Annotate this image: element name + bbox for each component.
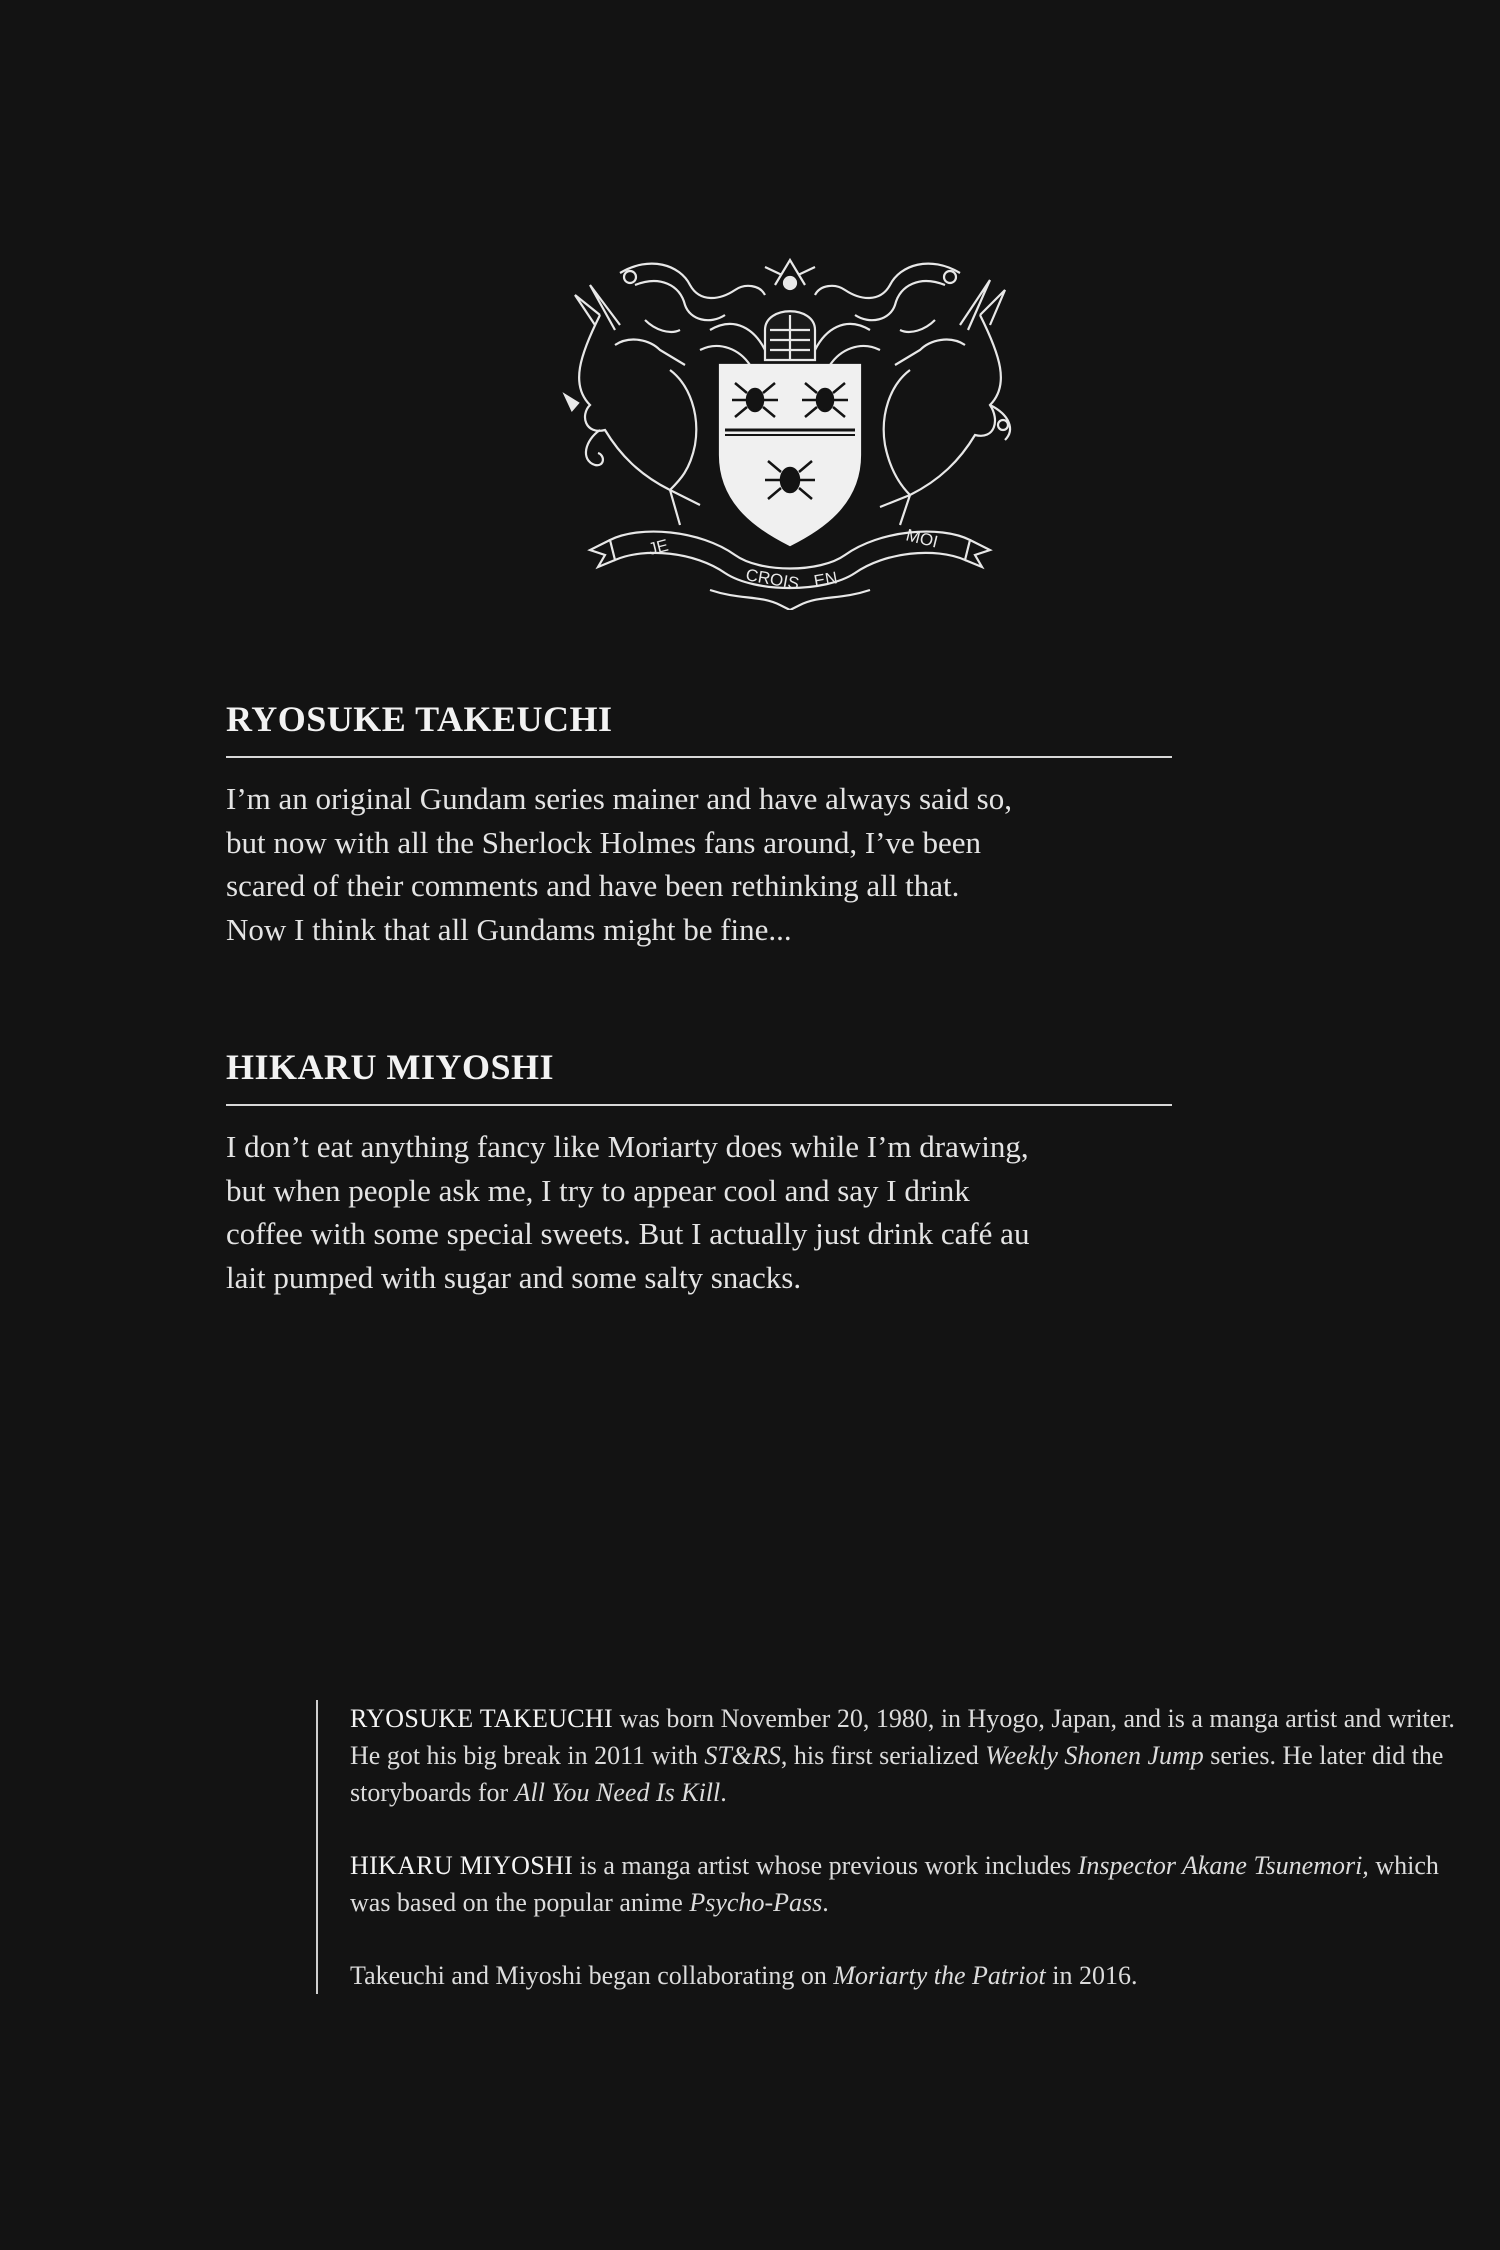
author-name-heading: RYOSUKE TAKEUCHI [226,699,613,739]
bio-text: , his first serialized [780,1741,986,1770]
bio-text: . [720,1778,727,1807]
bio-paragraph [350,1957,1470,1994]
bio-text: in 2016. [1045,1961,1138,1990]
motto-word: MOI [904,525,940,552]
motto-word: EN [812,568,839,591]
bio-text: Takeuchi and Miyoshi began collaborating on [350,1961,834,1990]
bio-title: Weekly Shonen Jump [985,1741,1204,1770]
bio-text: which was based on the popular anime [350,1851,1439,1917]
bio-title: ST&RS [704,1741,781,1770]
coat-of-arms-emblem [560,255,1020,610]
author-biography [316,1700,1470,1994]
bio-paragraph [350,1847,1470,1921]
bio-title: Psycho-Pass [689,1888,823,1917]
bio-text: is a manga artist whose previous work includes [573,1851,1078,1880]
author-name-heading: HIKARU MIYOSHI [226,1047,555,1087]
bio-text: . [822,1888,829,1917]
bio-title: Inspector Akane Tsunemori, [1077,1851,1369,1880]
author-comment-text: I don’t eat anything fancy like Moriarty does while I’m drawing, but when people ask me, I try to appear cool and say I drink coffee with some special sweets. But I actually just drink café au lait pumped with sugar and some salty snacks. [226,1129,1030,1295]
bio-title: All You Need Is Kill [514,1778,721,1807]
motto-word: JE [646,535,671,559]
divider-line [226,756,1172,758]
bio-name: RYOSUKE TAKEUCHI [350,1704,613,1733]
author-comment-section [226,694,1172,951]
bio-title: Moriarty the Patriot [833,1961,1046,1990]
author-comment-section [226,1042,1172,1299]
author-comment-text: I’m an original Gundam series mainer and have always said so, but now with all the Sherlock Holmes fans around, I’ve been scared of their comments and have been rethinking all that. Now I think that all Gundams might be fine... [226,781,1012,947]
bio-text: was born November 20, 1980, in Hyogo, Japan, and is a manga artist and writer. He got his big break in 2011 with [350,1704,1455,1770]
bio-name: HIKARU MIYOSHI [350,1851,574,1880]
motto-word: CROIS [744,565,801,594]
bio-paragraph [350,1700,1470,1811]
divider-line [226,1104,1172,1106]
bio-text: series. He later did the storyboards for [350,1741,1444,1807]
